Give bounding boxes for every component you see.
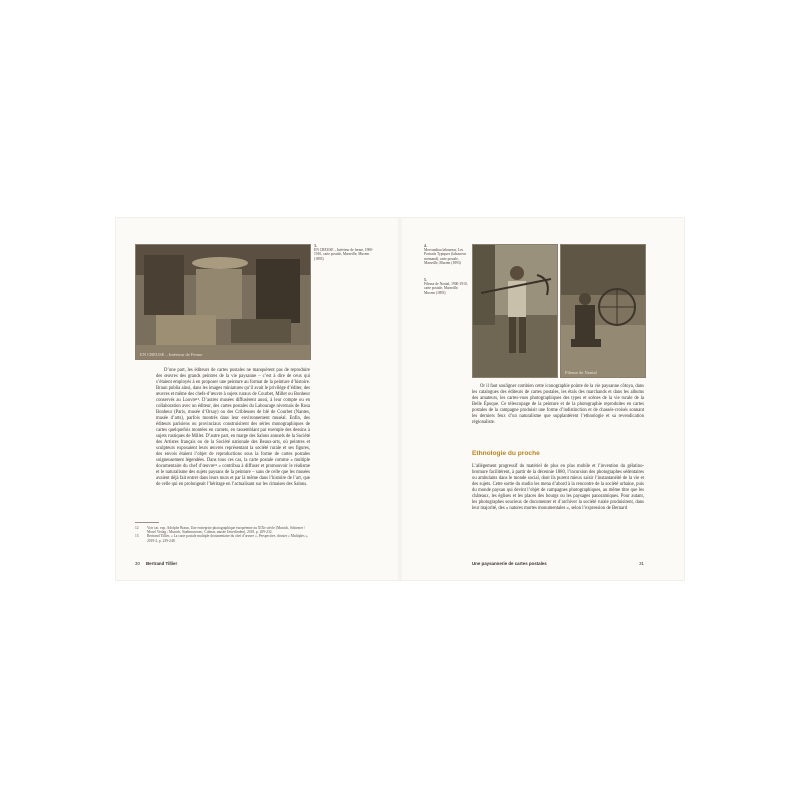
right-paragraph-1: Or il faut souligner combien cette iconographie pointe de la vie paysanne côtoya, dans les catalogues des éditeurs de cartes postales, les étals des marchands et dans les albums des amateurs, les cartes-vues photographiques des types et scènes de la vie rurale de la Belle Époque. Ce télescopage de la peinture et de la photographie reproduites en cartes postales de la campagne produisit une forme d’indistinction et de chassés-croisés sonnant les derniers feux d’un naturalisme que supplantèrent l’ethnologie et sa revendication régionaliste. — [472, 384, 644, 425]
figure-3-photo — [135, 244, 311, 360]
footnote-12-number: 12 — [135, 525, 139, 530]
figure-4-caption-text: Morvandiau laboureur, Les Portraits Typiques (laboureur normand), carte postale, Marseille, Mucem (1893) — [424, 248, 466, 265]
figure-3-photo-caption: EN CREUSE – Intérieur de Ferme — [140, 352, 203, 357]
figure-3-caption — [314, 244, 376, 261]
figure-4-number: 4. — [424, 244, 427, 248]
left-page — [116, 218, 400, 580]
right-paragraph-2: L’allègement progressif du matériel de plus en plus mobile et l’invention du gélatino-bromure facilitèrent, à partir de la décennie 1880, l’incursion des photographes sédentaires ou ambulants dans le monde social, dont ils purent mieux saisir l’instantanéité de la vie et des sujets. Cette sortie du studio les mena d’abord à la rencontre de la société urbaine, puis du monde paysan qui devint l’objet de campagnes photographiques, au même titre que les châteaux, les églises et les places des bourgs ou les paysages panoramiques. Pour autant, les photographes soucieux de documenter et d’archiver la société rurale produisirent, dans leur majorité, des « natures mortes monumentales », selon l’expression de Bernard — [472, 464, 644, 511]
footnote-rule — [135, 522, 159, 523]
left-folio-number: 30 — [135, 561, 140, 566]
left-footnotes — [135, 522, 310, 543]
footnote-12 — [135, 526, 310, 535]
footnote-13-text: Bertrand Tillier, « La carte postale multiple documentaire du chef d’œuvre », Perspective, dossier « Multiples », 2019-2, p. 239-248. — [147, 534, 309, 543]
right-page — [400, 218, 684, 580]
left-folio — [135, 561, 177, 566]
left-body-text — [156, 368, 310, 488]
left-folio-author: Bertrand Tillier — [146, 561, 178, 566]
figure-3-number: 3. — [314, 244, 317, 248]
figure-5-photo-caption: Fileuse de Nontal — [565, 370, 597, 375]
figure-5-number: 5. — [424, 278, 427, 282]
figure-4-photo — [472, 244, 558, 378]
figure-3-caption-text: EN CREUSE – Intérieur de ferme, 1900-1910, carte postale, Marseille, Mucem (1893) — [314, 248, 374, 261]
peasant-with-scythe-image — [473, 245, 557, 377]
spinning-woman-image — [561, 245, 645, 377]
right-folio — [472, 561, 644, 566]
section-heading: Ethnologie du proche — [472, 450, 540, 457]
right-folio-title: Une paysannerie de cartes postales — [472, 561, 547, 566]
right-folio-number: 31 — [639, 561, 644, 566]
figure-5-caption — [424, 278, 468, 295]
right-body-text-2 — [472, 464, 644, 512]
footnote-12-text: Voir cat. exp. Adolphe Braun, Une entreprise photographique européenne au XIXe siècle (Munich, Schirmer / Mosel Verlag ; Munich, Stadtmuseum ; Colmar, musée Unterlinden), 2018, p. 209-232. — [147, 525, 306, 534]
figure-4-caption — [424, 244, 468, 265]
farm-interior-image — [136, 245, 310, 359]
figure-5-caption-text: Fileuse de Nontal, 1900-1910, carte postale, Marseille, Mucem (1893) — [424, 282, 468, 295]
footnote-13 — [135, 534, 310, 543]
right-body-text-1 — [472, 384, 644, 426]
book-spread — [116, 218, 684, 580]
figure-5-photo — [560, 244, 646, 378]
footnote-13-number: 13 — [135, 534, 139, 539]
left-paragraph: D’une part, les éditeurs de cartes postales ne manquèrent pas de reproduire des œuvres des grands peintres de la vie paysanne – c’est à dire de ceux qui s’étaient employés à en proposer une peinture au format de la peinture d’histoire. Braun publia ainsi, dans les images miniatures qu’il avait le privilège d’éditer, des œuvres et même des chefs-d’œuvre à sujets ruraux de Courbet, Millet ou Bonheur conservés au Louvre¹². D’autres musées diffusèrent aussi, à leur compte ou en collaboration avec un éditeur, des cartes postales du Labourage nivernais de Rosa Bonheur (Paris, musée d’Orsay) ou des Cribleuses de blé de Courbet (Nantes, musée d’arts), parfois montrés dans leur environnement muséal. Enfin, des éditeurs parisiens ou provinciaux construisirent des séries monographiques de cartes quelquefois montées en carnets, en rassemblant par exemple des dessins à sujets rustiques de Millet. D’autre part, en marge des Salons annuels de la Société des Artistes français ou de la Société nationale des Beaux-arts, où peintres et sculpteurs exposaient leurs œuvres représentant la société rurale et ses figures, des envois étaient l’objet de reproductions sous la forme de cartes postales soigneusement légendées. Dans tous ces cas, la carte postale comme « multiple documentaire du chef d’œuvre¹³ » contribua à diffuser et promouvoir le réalisme et le naturalisme des sujets paysans de la peinture – sans de celle que les musées avaient déjà fait entrer dans leurs murs et par là même dans l’histoire de l’art, que de celle qui en prolongeait l’héritage en l’actualisant sur les cimaises des Salons. — [156, 368, 310, 487]
